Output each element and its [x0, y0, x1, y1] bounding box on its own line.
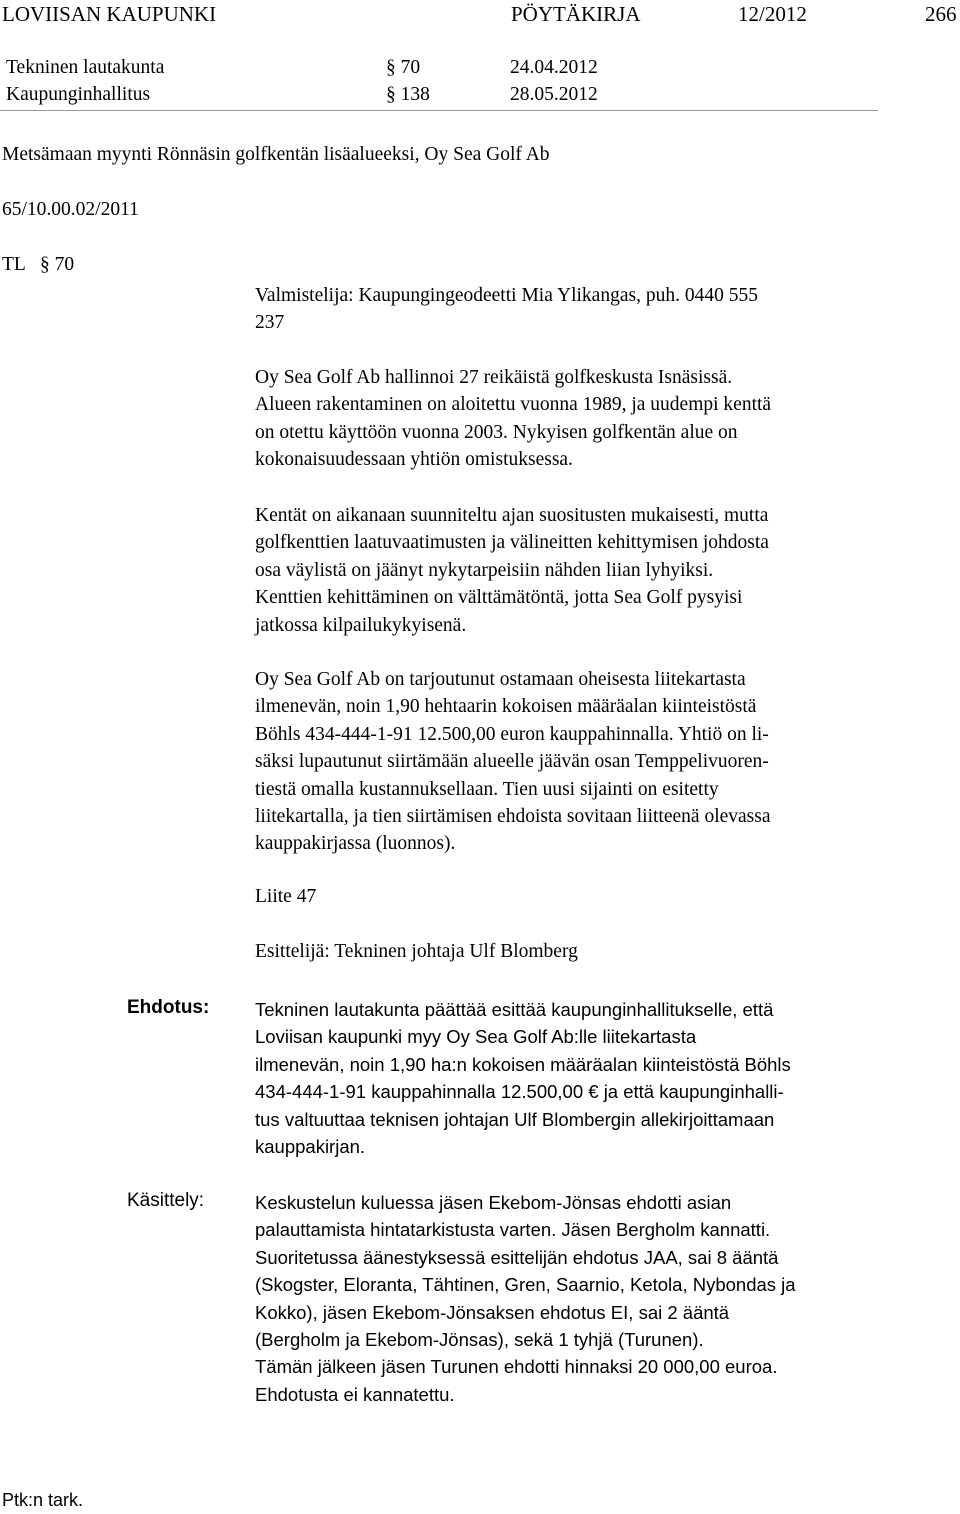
text-line: (Skogster, Eloranta, Tähtinen, Gren, Saarnio, Ketola, Nybondas ja — [255, 1274, 796, 1296]
doc-type: PÖYTÄKIRJA — [511, 2, 641, 26]
header-divider — [0, 110, 878, 111]
proposal-label: Ehdotus: — [127, 997, 210, 1018]
page-number: 266 — [925, 2, 957, 26]
attachment-ref: Liite 47 — [255, 886, 317, 907]
text-line: ilmenevän, noin 1,90 hehtaarin kokoisen määräalan kiinteistöstä — [255, 696, 757, 718]
text-line: Loviisan kaupunki myy Oy Sea Golf Ab:lle liitekartasta — [255, 1026, 697, 1048]
text-line: Oy Sea Golf Ab on tarjoutunut ostamaan oheisesta liitekartasta — [255, 669, 746, 690]
case-id: 65/10.00.02/2011 — [2, 199, 139, 220]
text-line: kauppakirjassa (luonnos). — [255, 833, 456, 855]
text-line: on otettu käyttöön vuonna 2003. Nykyisen golfkentän alue on — [255, 421, 738, 443]
text-line: palauttamista hintatarkistusta varten. Jäsen Bergholm kannatti. — [255, 1219, 771, 1241]
text-line: Keskustelun kuluessa jäsen Ekebom-Jönsas ehdotti asian — [255, 1192, 732, 1213]
preparer-line: 237 — [255, 312, 285, 334]
handling-text — [255, 1189, 880, 1408]
text-line: kokonaisuudessaan yhtiön omistuksessa. — [255, 449, 573, 471]
subject-title: Metsämaan myynti Rönnäsin golfkentän lisäalueeksi, Oy Sea Golf Ab — [2, 144, 550, 165]
body-paragraph-3 — [255, 666, 880, 858]
text-line: Suoritetussa äänestyksessä esittelijän ehdotus JAA, sai 8 ääntä — [255, 1246, 779, 1268]
text-line: Böhls 434-444-1-91 12.500,00 euron kauppahinnalla. Yhtiö on li- — [255, 723, 769, 745]
text-line: Ehdotusta ei kannatettu. — [255, 1383, 455, 1405]
text-line: jatkossa kilpailukykyisenä. — [255, 614, 467, 636]
text-line: ilmenevän, noin 1,90 ha:n kokoisen määräalan kiinteistöstä Böhls — [255, 1053, 791, 1075]
text-line: liitekartalla, ja tien siirtämisen ehdoista sovitaan liitteenä olevassa — [255, 806, 771, 828]
preparer — [255, 282, 880, 337]
tl-label: TL — [2, 254, 26, 275]
text-line: golfkenttien laatuvaatimusten ja välineitten kehittymisen johdosta — [255, 532, 769, 554]
text-line: osa väylistä on jäänyt nykytarpeisiin nähden liian lyhyiksi. — [255, 559, 714, 581]
text-line: Kokko), jäsen Ekebom-Jönsaksen ehdotus EI, sai 2 ääntä — [255, 1301, 730, 1323]
meeting-body-1: Tekninen lautakunta — [6, 57, 165, 78]
proposal-text — [255, 996, 880, 1160]
text-line: Tekninen lautakunta päättää esittää kaupunginhallitukselle, että — [255, 999, 774, 1020]
body-paragraph-1 — [255, 364, 880, 474]
text-line: Oy Sea Golf Ab hallinnoi 27 reikäistä golfkeskusta Isnäsissä. — [255, 367, 733, 388]
text-line: tiestä omalla kustannuksellaan. Tien uusi sijainti on esitetty — [255, 778, 719, 800]
text-line: säksi lupautunut siirtämään alueelle jäävän osan Temppelivuoren- — [255, 751, 769, 773]
text-line: 434-444-1-91 kauppahinnalla 12.500,00 € ja että kaupunginhalli- — [255, 1081, 784, 1103]
meeting-date-1: 24.04.2012 — [510, 57, 598, 78]
text-line: tus valtuuttaa teknisen johtajan Ulf Blombergin allekirjoittamaan — [255, 1108, 775, 1130]
preparer-line: Valmistelija: Kaupungingeodeetti Mia Ylikangas, puh. 0440 555 — [255, 285, 758, 306]
text-line: Tämän jälkeen jäsen Turunen ehdotti hinnaksi 20 000,00 euroa. — [255, 1356, 778, 1378]
text-line: Alueen rakentaminen on aloitettu vuonna 1989, ja uudempi kenttä — [255, 394, 772, 416]
doc-number: 12/2012 — [738, 2, 807, 26]
tl-paragraph: § 70 — [40, 254, 75, 275]
text-line: (Bergholm ja Ekebom-Jönsas), sekä 1 tyhjä (Turunen). — [255, 1329, 704, 1351]
presenter: Esittelijä: Tekninen johtaja Ulf Blomberg — [255, 941, 578, 962]
meeting-para-1: § 70 — [386, 57, 421, 78]
text-line: kauppakirjan. — [255, 1136, 366, 1158]
meeting-para-2: § 138 — [386, 84, 430, 105]
text-line: Kentät on aikanaan suunniteltu ajan suositusten mukaisesti, mutta — [255, 505, 769, 526]
text-line: Kenttien kehittäminen on välttämätöntä, jotta Sea Golf pysyisi — [255, 587, 743, 609]
footer-checker: Ptk:n tark. — [2, 1490, 84, 1510]
body-paragraph-2 — [255, 502, 880, 639]
handling-label: Käsittely: — [127, 1190, 205, 1211]
meeting-body-2: Kaupunginhallitus — [6, 84, 151, 105]
meeting-date-2: 28.05.2012 — [510, 84, 598, 105]
org-name: LOVIISAN KAUPUNKI — [2, 2, 217, 26]
